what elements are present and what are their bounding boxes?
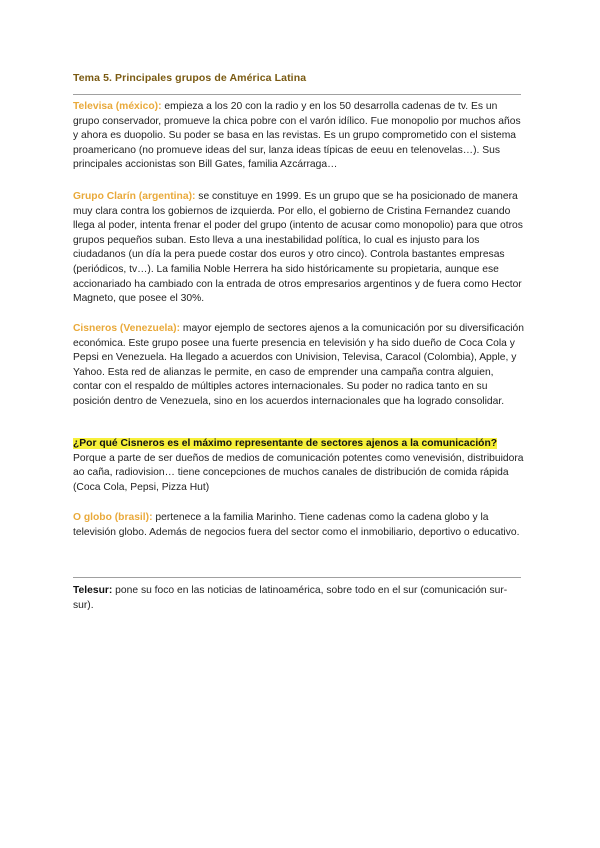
section-term: Cisneros (Venezuela):	[73, 323, 181, 334]
section-body: empieza a los 20 con la radio y en los 50 desarrolla cadenas de tv. Es un grupo conservador, promueve la chica pobre con el varón idílico. Fue monopolio por muchos años y ahora es duopolio. Su poder se basa en las revistas. Es un grupo comprometido con el sistema proamericano (no promueve ideas del sur, lanza ideas típicas de eeuu en telenovelas…). Sus principales accionistas son Bill Gates, familia Azcárraga…	[73, 101, 521, 171]
section-body: pertenece a la familia Marinho. Tiene cadenas como la cadena globo y la televisión globo. Además de negocios fuera del sector como el inmobiliario, deportivo o educativo.	[73, 512, 520, 538]
section-body: pone su foco en las noticias de latinoamérica, sobre todo en el sur (comunicación sur-sur).	[73, 585, 508, 611]
divider-top	[73, 94, 521, 95]
section-cisneros	[73, 322, 525, 410]
section-clarin	[73, 190, 525, 307]
section-body: Porque a parte de ser dueños de medios de comunicación potentes como venevisión, distribuidora ao caña, radiovision… tiene concepciones de muchos canales de distribución de comida rápida (Coca Cola, Pepsi, Pizza Hut)	[73, 452, 524, 493]
section-televisa	[73, 100, 525, 173]
section-telesur	[73, 584, 525, 613]
page-title: Tema 5. Principales grupos de América Latina	[73, 72, 307, 84]
section-question	[73, 437, 525, 495]
section-oglobo	[73, 511, 525, 540]
divider-bottom	[73, 577, 521, 578]
section-term: O globo (brasil):	[73, 512, 153, 523]
section-term: Grupo Clarín (argentina):	[73, 191, 196, 202]
highlighted-question: ¿Por qué Cisneros es el máximo representante de sectores ajenos a la comunicación?	[73, 438, 498, 449]
section-body: mayor ejemplo de sectores ajenos a la comunicación por su diversificación económica. Este grupo posee una fuerte presencia en televisión y ha sido dueño de Coca Cola y Pepsi en Venezuela. Ha llegado a acuerdos con Univision, Televisa, Caracol (Colombia), Apple, y Yahoo. Esta red de alianzas le permite, en caso de emprender una campaña contra alguien, contar con el respaldo de múltiples actores internacionales. Su poder no radica tanto en su posición dentro de Venezuela, sino en los acuerdos internacionales que ha logrado consolidar.	[73, 323, 525, 407]
section-term: Telesur:	[73, 585, 113, 596]
section-term: Televisa (méxico):	[73, 101, 162, 112]
section-body: se constituye en 1999. Es un grupo que se ha posicionado de manera muy clara contra los gobiernos de izquierda. Por ello, el gobierno de Cristina Fernandez cuando llega al poder, intenta frenar el poder del grupo (intento de acusar como monopolio) para que otros grupos pequeños suban. Esto lleva a una inestabilidad política, lo cual es injusto para los ciudadanos (un día la pera puede costar dos euros y otro cinco). Controla bastantes empresas (periódicos, tv…). La familia Noble Herrera ha sido históricamente su propietaria, aunque ese accionariado ha cambiado con la entrada de otros empresarios argentinos y de fuera como Hector Magneto, que posee el 30%.	[73, 191, 523, 305]
